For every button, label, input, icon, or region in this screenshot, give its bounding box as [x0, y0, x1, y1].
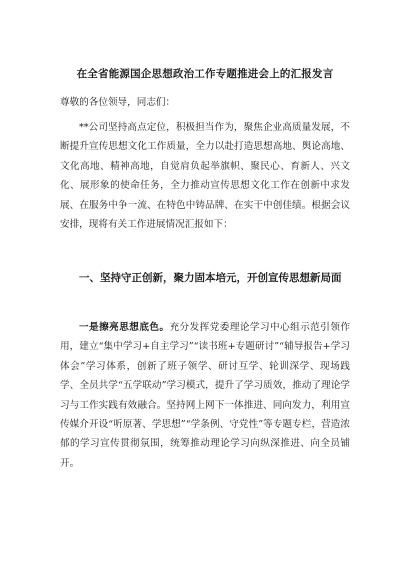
paragraph-lead-phrase: 一是擦亮思想底色。 [79, 322, 170, 333]
section-1-paragraph-1 [60, 318, 350, 473]
section-heading-1: 一、坚持守正创新，聚力固本培元，开创宣传思想新局面 [79, 272, 342, 284]
intro-paragraph: **公司坚持高点定位，积极担当作为，聚焦企业高质量发展，不断提升宣传思想文化工作质量，全力以赴打造思想高地、舆论高地、文化高地、精神高地，自觉肩负起举旗帜、聚民心、育新人、兴文化、展形象的使命任务，全力推动宣传思想文化工作在创新中求发展、在服务中争一流、在特色中铸品牌、在实干中创佳绩。根据会议安排，现将有关工作进展情况汇报如下： [60, 122, 350, 231]
document-title: 在全省能源国企思想政治工作专题推进会上的汇报发言 [76, 68, 334, 80]
paragraph-body-text: 充分发挥党委理论学习中心组示范引领作用，建立“集中学习+自主学习”“读书班+专题研讨”“辅导报告+学习体会”学习体系，创新了班子领学、研讨互学、轮训深学、现场践学、全员共学“五学联动”学习模式，提升了学习质效，推动了理论学习与工作实践有效融合。坚持网上网下一体推进、同向发力，利用宣传媒介开设“听原著、学思想”“学条例、守党性”等专题专栏，营造浓郁的学习宣传贯彻氛围，统筹推动理论学习向纵深推进、向全员铺开。 [60, 322, 351, 469]
salutation: 尊敬的各位领导，同志们： [60, 97, 176, 108]
